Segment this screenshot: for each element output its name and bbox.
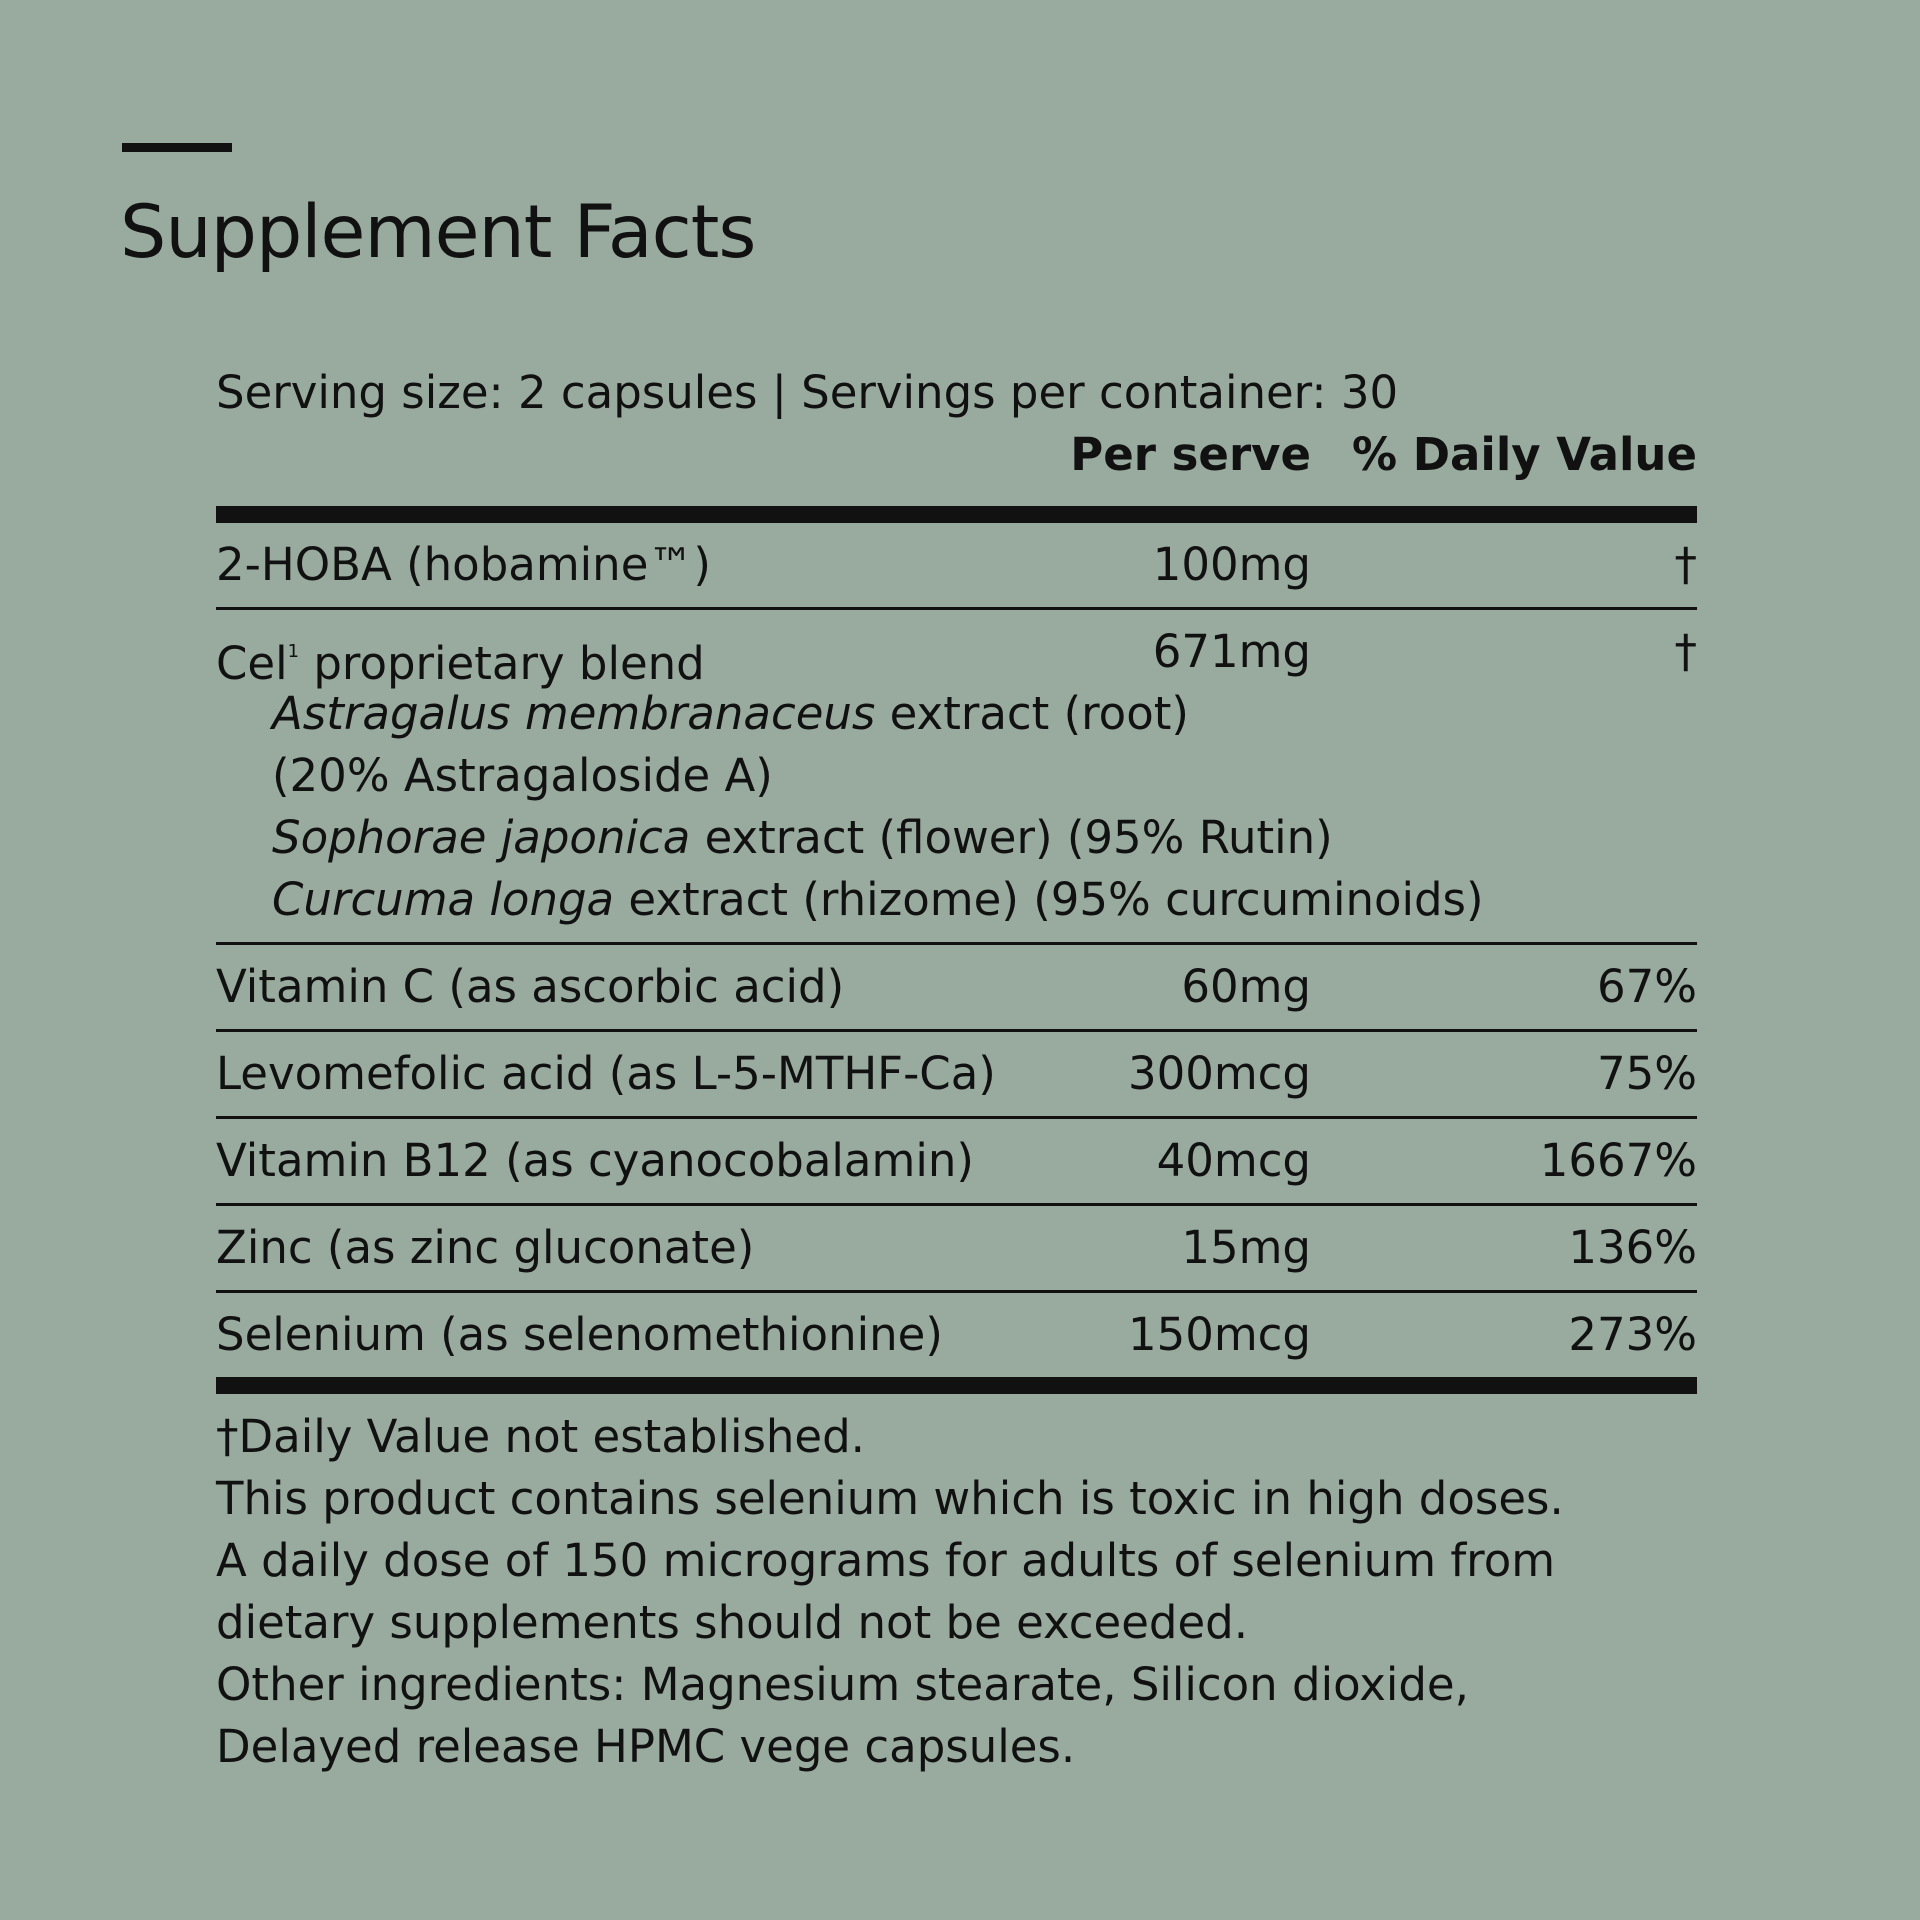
table-row xyxy=(216,1293,1697,1377)
table-row xyxy=(216,523,1697,610)
botanical-name: Curcuma longa xyxy=(272,873,615,926)
page-title: Supplement Facts xyxy=(120,190,756,275)
top-divider xyxy=(216,506,1697,523)
table-row-blend xyxy=(216,610,1697,945)
column-headers xyxy=(216,424,1697,486)
botanical-name: Astragalus membranaceus xyxy=(272,687,876,740)
ingredient-name: 2-HOBA (hobamine™) xyxy=(216,538,711,591)
footnote-line: This product contains selenium which is toxic in high doses. xyxy=(216,1472,1564,1525)
botanical-name: Sophorae japonica xyxy=(272,811,691,864)
ingredient-amount: 15mg xyxy=(1181,1221,1311,1274)
ingredient-daily-value: 136% xyxy=(1568,1221,1697,1274)
ingredient-daily-value: 75% xyxy=(1596,1047,1697,1100)
blend-component xyxy=(216,807,1697,869)
ingredient-name: Zinc (as zinc gluconate) xyxy=(216,1221,755,1274)
footnote-line: Delayed release HPMC vege capsules. xyxy=(216,1720,1076,1773)
table-row xyxy=(216,945,1697,1032)
ingredient-daily-value: 1667% xyxy=(1539,1134,1697,1187)
accent-rule xyxy=(122,143,232,152)
table-row xyxy=(216,1032,1697,1119)
ingredient-daily-value: 67% xyxy=(1596,960,1697,1013)
ingredient-amount: 150mcg xyxy=(1127,1308,1311,1361)
component-detail: (20% Astragaloside A) xyxy=(272,749,773,802)
serving-info: Serving size: 2 capsules | Servings per container: 30 xyxy=(216,366,1399,419)
component-detail: extract (rhizome) (95% curcuminoids) xyxy=(614,873,1484,926)
bottom-divider xyxy=(216,1377,1697,1394)
component-detail: extract (root) xyxy=(875,687,1189,740)
ingredient-name: Levomefolic acid (as L-5-MTHF-Ca) xyxy=(216,1047,996,1100)
blend-name-rest: proprietary blend xyxy=(299,637,705,690)
ingredient-amount: 40mcg xyxy=(1156,1134,1311,1187)
ingredient-name: Vitamin B12 (as cyanocobalamin) xyxy=(216,1134,974,1187)
footnote-line: Other ingredients: Magnesium stearate, Silicon dioxide, xyxy=(216,1658,1469,1711)
footnotes xyxy=(216,1406,1697,1778)
column-header-amount: Per serve xyxy=(1070,428,1311,481)
table-row xyxy=(216,1119,1697,1206)
facts-table xyxy=(216,362,1697,1778)
footnote-marker: 1 xyxy=(287,641,300,662)
blend-component xyxy=(216,683,1697,745)
component-detail: extract (flower) (95% Rutin) xyxy=(690,811,1333,864)
ingredient-daily-value: 273% xyxy=(1568,1308,1697,1361)
ingredient-daily-value: † xyxy=(1674,538,1697,591)
ingredient-amount: 100mg xyxy=(1152,538,1311,591)
blend-name-main: Cel xyxy=(216,637,288,690)
footnote-line: A daily dose of 150 micrograms for adults of selenium from xyxy=(216,1534,1556,1587)
blend-component xyxy=(216,745,1697,807)
blend-component xyxy=(216,869,1697,931)
ingredient-name: Selenium (as selenomethionine) xyxy=(216,1308,943,1361)
footnote-line: dietary supplements should not be exceeded. xyxy=(216,1596,1249,1649)
ingredient-amount: 60mg xyxy=(1181,960,1311,1013)
ingredient-daily-value: † xyxy=(1674,625,1697,678)
ingredient-amount: 300mcg xyxy=(1127,1047,1311,1100)
ingredient-name: Vitamin C (as ascorbic acid) xyxy=(216,960,845,1013)
footnote-line: †Daily Value not established. xyxy=(216,1410,865,1463)
column-header-daily-value: % Daily Value xyxy=(1351,428,1697,481)
table-row xyxy=(216,1206,1697,1293)
ingredient-amount: 671mg xyxy=(1152,625,1311,678)
